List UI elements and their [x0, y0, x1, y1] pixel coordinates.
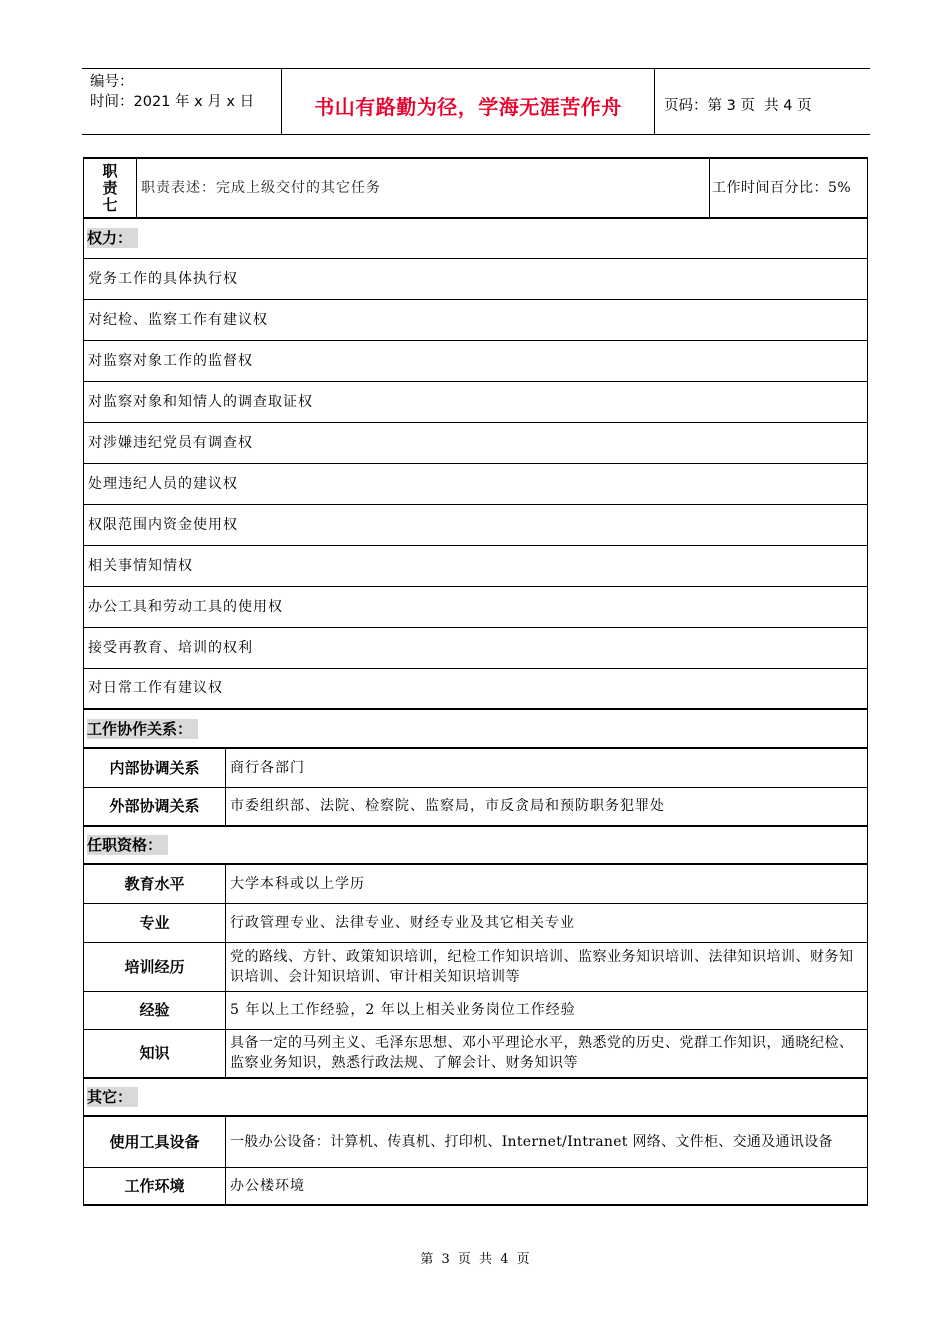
time-label: 时间：2021 年 x 月 x 日 — [90, 94, 255, 110]
section-title: 其它： — [87, 1087, 138, 1107]
section-qualification — [84, 826, 868, 864]
row-value: 商行各部门 — [226, 748, 868, 787]
list-item: 对日常工作有建议权 — [84, 668, 868, 709]
table-row — [84, 864, 868, 903]
row-value: 5 年以上工作经验，2 年以上相关业务岗位工作经验 — [226, 991, 868, 1029]
row-value: 一般办公设备：计算机、传真机、打印机、Internet/Intranet 网络、文件柜、交通及通讯设备 — [226, 1116, 868, 1167]
section-others — [84, 1078, 868, 1116]
section-authority — [84, 218, 868, 258]
number-label: 编号： — [90, 74, 134, 90]
page-footer: 第 3 页 共 4 页 — [420, 1252, 530, 1267]
row-value: 行政管理专业、法律专业、财经专业及其它相关专业 — [226, 903, 868, 942]
row-label: 教育水平 — [84, 864, 226, 903]
row-value: 具备一定的马列主义、毛泽东思想、邓小平理论水平，熟悉党的历史、党群工作知识，通晓纪检、监察业务知识，熟悉行政法规、了解会计、财务知识等 — [226, 1029, 868, 1078]
section-title: 任职资格： — [87, 835, 168, 855]
duty-row — [84, 158, 868, 218]
row-label: 知识 — [84, 1029, 226, 1078]
list-item: 对涉嫌违纪党员有调查权 — [84, 422, 868, 463]
table-row — [84, 1029, 868, 1078]
table-row — [84, 748, 868, 787]
list-item: 相关事情知情权 — [84, 545, 868, 586]
row-value: 市委组织部、法院、检察院、监察局，市反贪局和预防职务犯罪处 — [226, 787, 868, 826]
header-motto: 书山有路勤为径，学海无涯苦作舟 — [314, 95, 622, 119]
row-label: 经验 — [84, 991, 226, 1029]
list-item: 接受再教育、培训的权利 — [84, 627, 868, 668]
row-label: 内部协调关系 — [84, 748, 226, 787]
row-label: 使用工具设备 — [84, 1116, 226, 1167]
list-item: 党务工作的具体执行权 — [84, 258, 868, 299]
row-label: 工作环境 — [84, 1167, 226, 1205]
list-item: 对监察对象和知情人的调查取证权 — [84, 381, 868, 422]
page-header — [82, 68, 870, 135]
header-divider — [654, 69, 655, 135]
duty-number: 职 责 七 — [84, 158, 137, 218]
section-title: 工作协作关系： — [87, 719, 198, 739]
row-label: 培训经历 — [84, 942, 226, 991]
list-item: 权限范围内资金使用权 — [84, 504, 868, 545]
job-description-table — [83, 157, 868, 1206]
table-row — [84, 1167, 868, 1205]
list-item: 对纪检、监察工作有建议权 — [84, 299, 868, 340]
table-row — [84, 991, 868, 1029]
duty-description: 职责表述：完成上级交付的其它任务 — [137, 158, 710, 218]
section-title: 权力： — [87, 228, 138, 248]
table-row — [84, 787, 868, 826]
table-row — [84, 1116, 868, 1167]
list-item: 对监察对象工作的监督权 — [84, 340, 868, 381]
list-item: 处理违纪人员的建议权 — [84, 463, 868, 504]
header-meta — [90, 72, 254, 112]
row-value: 大学本科或以上学历 — [226, 864, 868, 903]
section-cooperation — [84, 709, 868, 748]
table-row — [84, 942, 868, 991]
row-value: 党的路线、方针、政策知识培训，纪检工作知识培训、监察业务知识培训、法律知识培训、财务知识培训、会计知识培训、审计相关知识培训等 — [226, 942, 868, 991]
row-label: 外部协调关系 — [84, 787, 226, 826]
table-row — [84, 903, 868, 942]
row-label: 专业 — [84, 903, 226, 942]
row-value: 办公楼环境 — [226, 1167, 868, 1205]
header-page-info: 页码：第 3 页 共 4 页 — [664, 98, 812, 114]
duty-time-percent: 工作时间百分比：5% — [710, 158, 868, 218]
list-item: 办公工具和劳动工具的使用权 — [84, 586, 868, 627]
